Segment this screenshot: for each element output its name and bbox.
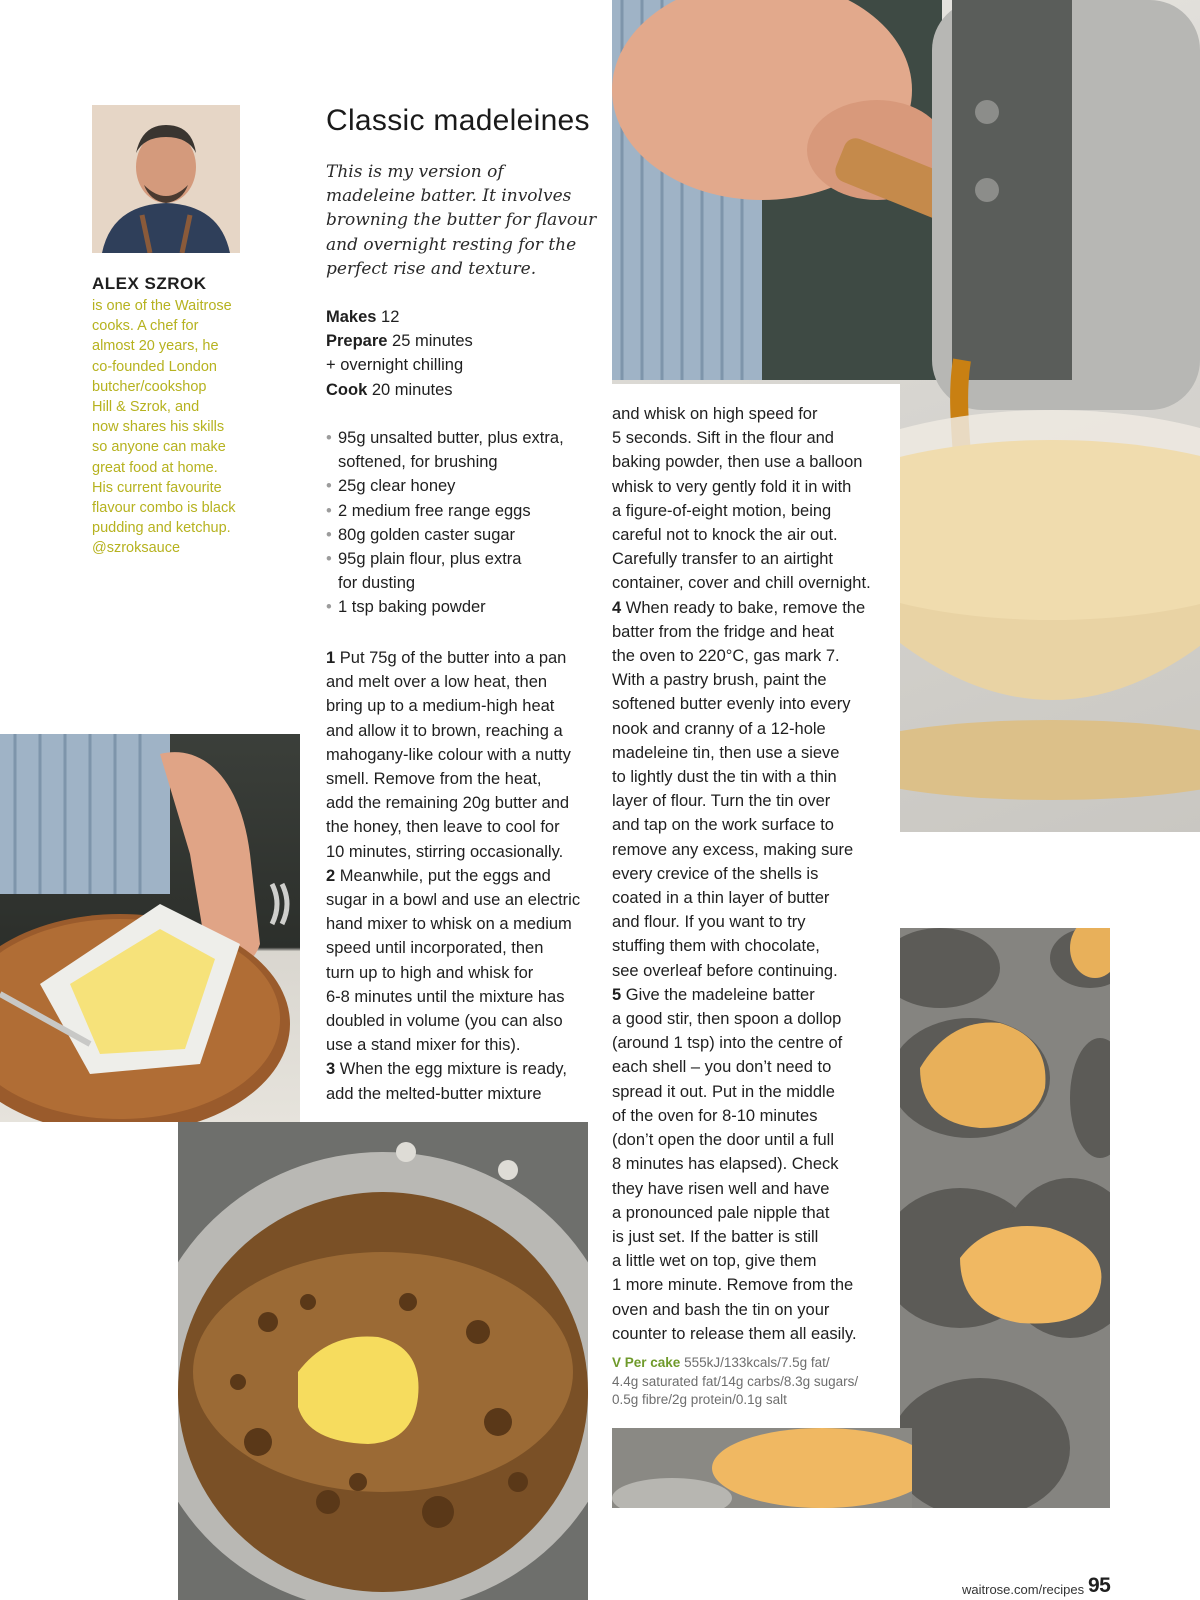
- method-line: [612, 1273, 892, 1297]
- ingredient-text: 1 tsp baking powder: [338, 598, 486, 617]
- method-text: stuffing them with chocolate,: [612, 937, 820, 956]
- prepare-label: Prepare: [326, 332, 388, 351]
- recipe-title: Classic madeleines: [326, 104, 590, 137]
- makes-label: Makes: [326, 308, 377, 326]
- method-line: [612, 1298, 892, 1322]
- author-bio-line: co-founded London: [92, 358, 217, 375]
- method-column-1: [326, 646, 594, 1106]
- method-text: batter from the fridge and heat: [612, 622, 834, 641]
- method-line: [612, 789, 892, 813]
- method-line: [326, 985, 594, 1009]
- method-text: softened butter evenly into every: [612, 695, 851, 714]
- method-line: [612, 1225, 892, 1249]
- method-line: [612, 1249, 892, 1273]
- method-text: a pronounced pale nipple that: [612, 1203, 830, 1222]
- method-line: [326, 815, 594, 839]
- method-line: [612, 1031, 892, 1055]
- method-line: [612, 741, 892, 765]
- author-bio-line: cooks. A chef for: [92, 318, 199, 335]
- method-line: [612, 765, 892, 789]
- method-text: to lightly dust the tin with a thin: [612, 768, 837, 787]
- ingredient-text: 25g clear honey: [338, 477, 456, 496]
- butter-on-board-photo: [0, 734, 300, 1122]
- method-text: a figure-of-eight motion, being: [612, 501, 832, 520]
- method-line: [612, 1201, 892, 1225]
- method-text: When the egg mixture is ready,: [335, 1060, 567, 1079]
- method-text: With a pastry brush, paint the: [612, 671, 827, 690]
- ingredient-item: [326, 547, 564, 595]
- step-number: 5: [612, 985, 622, 1004]
- method-line: [612, 1080, 892, 1104]
- method-text: they have risen well and have: [612, 1179, 830, 1198]
- method-line: [326, 791, 594, 815]
- method-line: [612, 499, 892, 523]
- bullet-icon: •: [326, 429, 332, 447]
- method-text: every crevice of the shells is: [612, 864, 819, 883]
- method-line: [612, 717, 892, 741]
- method-text: hand mixer to whisk on a medium: [326, 915, 572, 934]
- method-text: a little wet on top, give them: [612, 1252, 817, 1271]
- method-line: [326, 694, 594, 718]
- ingredient-text-continued: for dusting: [338, 574, 416, 593]
- prepare-value: 25 minutes: [387, 332, 473, 351]
- method-text: spread it out. Put in the middle: [612, 1082, 835, 1101]
- method-line: [612, 813, 892, 837]
- method-text: use a stand mixer for this).: [326, 1036, 521, 1055]
- recipe-intro: [326, 160, 596, 281]
- footer-url-link[interactable]: waitrose.com/recipes: [962, 1582, 1085, 1597]
- ingredient-text-continued: softened, for brushing: [338, 453, 498, 472]
- ingredient-item: [326, 499, 564, 523]
- method-text: Carefully transfer to an airtight: [612, 550, 834, 569]
- recipe-intro-line: browning the butter for flavour: [326, 210, 597, 231]
- prepare-extra: + overnight chilling: [326, 356, 464, 375]
- method-text: and flour. If you want to try: [612, 913, 806, 932]
- cook-value: 20 minutes: [367, 380, 453, 399]
- method-text: add the remaining 20g butter and: [326, 794, 570, 813]
- page-number: 95: [1088, 1574, 1111, 1597]
- method-text: speed until incorporated, then: [326, 939, 544, 958]
- method-text: whisk to very gently fold it in with: [612, 477, 852, 496]
- method-text: (don’t open the door until a full: [612, 1131, 834, 1150]
- ingredient-text: 2 medium free range eggs: [338, 501, 531, 520]
- makes-line: [326, 305, 473, 329]
- method-text: and whisk on high speed for: [612, 405, 818, 423]
- recipe-intro-line: This is my version of: [326, 162, 504, 182]
- ingredient-item: [326, 523, 564, 547]
- method-line: [612, 959, 892, 983]
- method-line: [612, 838, 892, 862]
- method-line: [612, 620, 892, 644]
- nutrition-label: V Per cake: [612, 1355, 681, 1370]
- method-text: 5 seconds. Sift in the flour and: [612, 429, 834, 448]
- method-text: 1 more minute. Remove from the: [612, 1276, 854, 1295]
- method-line: [612, 1177, 892, 1201]
- makes-value: 12: [376, 308, 400, 326]
- step-number: 2: [326, 866, 336, 885]
- method-text: of the oven for 8-10 minutes: [612, 1106, 818, 1125]
- method-text: careful not to knock the air out.: [612, 526, 838, 545]
- method-line: [326, 840, 594, 864]
- method-text: bring up to a medium-high heat: [326, 697, 555, 716]
- author-bio-line: butcher/cookshop: [92, 378, 207, 395]
- ingredient-text: 95g unsalted butter, plus extra,: [338, 429, 564, 447]
- bullet-icon: •: [326, 525, 332, 544]
- method-text: add the melted-butter mixture: [326, 1084, 542, 1103]
- method-line: [612, 668, 892, 692]
- method-line: [612, 402, 892, 426]
- author-bio-line: @szroksauce: [92, 540, 181, 557]
- method-line: [326, 912, 594, 936]
- author-portrait-photo: [92, 105, 240, 253]
- cook-line: [326, 378, 473, 402]
- nutrition-info: [612, 1354, 892, 1410]
- method-text: remove any excess, making sure: [612, 840, 854, 859]
- method-text: container, cover and chill overnight.: [612, 574, 871, 593]
- method-line: [612, 1007, 892, 1031]
- author-bio: [92, 296, 252, 559]
- method-line: [612, 571, 892, 595]
- method-text: layer of flour. Turn the tin over: [612, 792, 831, 811]
- method-line: [612, 596, 892, 620]
- method-line: [612, 450, 892, 474]
- method-line: [326, 961, 594, 985]
- recipe-intro-line: perfect rise and texture.: [326, 258, 537, 279]
- nutrition-values-1: 555kJ/133kcals/7.5g fat/: [680, 1355, 830, 1370]
- method-line: [326, 936, 594, 960]
- method-text: turn up to high and whisk for: [326, 963, 534, 982]
- prepare-line: [326, 329, 473, 353]
- method-line: [612, 523, 892, 547]
- method-text: mahogany-like colour with a nutty: [326, 745, 571, 764]
- method-line: [612, 1104, 892, 1128]
- recipe-intro-line: and overnight resting for the: [326, 234, 577, 255]
- method-text: Put 75g of the butter into a pan: [335, 649, 567, 667]
- nutrition-line-1: [612, 1354, 892, 1373]
- method-line: [612, 886, 892, 910]
- cook-label: Cook: [326, 380, 368, 399]
- method-line: [326, 670, 594, 694]
- method-text: smell. Remove from the heat,: [326, 770, 542, 789]
- method-text: 6-8 minutes until the mixture has: [326, 987, 565, 1006]
- method-line: [612, 983, 892, 1007]
- method-text: see overleaf before continuing.: [612, 961, 838, 980]
- ingredients-list: [326, 426, 564, 620]
- method-line: [326, 864, 594, 888]
- ingredient-text: 80g golden caster sugar: [338, 525, 516, 544]
- author-name: ALEX SZROK: [92, 274, 207, 293]
- recipe-intro-line: madeleine batter. It involves: [326, 186, 572, 207]
- method-text: madeleine tin, then use a sieve: [612, 743, 840, 762]
- method-text: baking powder, then use a balloon: [612, 453, 863, 472]
- method-line: [326, 1033, 594, 1057]
- author-bio-line: so anyone can make: [92, 439, 226, 456]
- method-line: [326, 1057, 594, 1081]
- method-text: nook and cranny of a 12-hole: [612, 719, 826, 738]
- method-line: [326, 719, 594, 743]
- nutrition-line-2: 4.4g saturated fat/14g carbs/8.3g sugars/: [612, 1373, 859, 1389]
- method-line: [326, 1082, 594, 1106]
- method-line: [612, 1152, 892, 1176]
- method-line: [326, 1009, 594, 1033]
- method-column-2: [612, 402, 892, 1346]
- nutrition-line-3: 0.5g fibre/2g protein/0.1g salt: [612, 1392, 787, 1408]
- method-text: and allow it to brown, reaching a: [326, 721, 563, 740]
- method-text: each shell – you don’t need to: [612, 1058, 832, 1077]
- method-line: [612, 475, 892, 499]
- bullet-icon: •: [326, 501, 332, 520]
- method-line: [326, 888, 594, 912]
- method-text: When ready to bake, remove the: [621, 598, 866, 617]
- method-text: (around 1 tsp) into the centre of: [612, 1034, 843, 1053]
- method-text: is just set. If the batter is still: [612, 1227, 819, 1246]
- method-line: [612, 910, 892, 934]
- bullet-icon: •: [326, 550, 332, 569]
- ingredient-item: [326, 426, 564, 474]
- method-line: [612, 692, 892, 716]
- method-line: [612, 426, 892, 450]
- ingredient-item: [326, 595, 564, 619]
- method-line: [612, 1322, 892, 1346]
- method-text: Meanwhile, put the eggs and: [335, 866, 551, 885]
- recipe-meta: [326, 305, 473, 402]
- method-text: 8 minutes has elapsed). Check: [612, 1155, 839, 1174]
- author-bio-line: great food at home.: [92, 459, 218, 476]
- method-line: [326, 646, 594, 670]
- madeleine-tin-photo: [900, 928, 1110, 1508]
- method-line: [612, 862, 892, 886]
- step-number: 1: [326, 649, 336, 667]
- method-text: and melt over a low heat, then: [326, 673, 548, 692]
- method-text: 10 minutes, stirring occasionally.: [326, 842, 564, 861]
- author-bio-line: is one of the Waitrose: [92, 298, 232, 314]
- method-text: Give the madeleine batter: [621, 985, 815, 1004]
- method-text: counter to release them all easily.: [612, 1324, 857, 1343]
- method-text: and tap on the work surface to: [612, 816, 834, 835]
- method-line: [612, 934, 892, 958]
- ingredient-item: [326, 474, 564, 498]
- method-text: oven and bash the tin on your: [612, 1300, 830, 1319]
- method-line: [612, 547, 892, 571]
- author-bio-line: pudding and ketchup.: [92, 520, 231, 537]
- author-bio-line: His current favourite: [92, 479, 222, 496]
- method-line: [326, 767, 594, 791]
- bullet-icon: •: [326, 477, 332, 496]
- step-number: 4: [612, 598, 622, 617]
- bullet-icon: •: [326, 598, 332, 617]
- method-line: [612, 1128, 892, 1152]
- ingredient-text: 95g plain flour, plus extra: [338, 550, 522, 569]
- author-bio-line: Hill & Szrok, and: [92, 399, 200, 416]
- author-bio-line: almost 20 years, he: [92, 338, 219, 355]
- method-text: sugar in a bowl and use an electric: [326, 891, 581, 910]
- browning-butter-photo: [178, 1122, 588, 1600]
- method-text: a good stir, then spoon a dollop: [612, 1010, 842, 1029]
- madeleine-tin-photo-edge: [612, 1428, 912, 1508]
- method-text: the oven to 220°C, gas mark 7.: [612, 647, 840, 666]
- method-line: [326, 743, 594, 767]
- step-number: 3: [326, 1060, 336, 1079]
- method-text: coated in a thin layer of butter: [612, 889, 830, 908]
- method-line: [612, 644, 892, 668]
- method-line: [612, 1055, 892, 1079]
- method-text: doubled in volume (you can also: [326, 1012, 563, 1031]
- author-bio-line: flavour combo is black: [92, 500, 236, 517]
- method-text: the honey, then leave to cool for: [326, 818, 560, 837]
- author-bio-line: now shares his skills: [92, 419, 225, 436]
